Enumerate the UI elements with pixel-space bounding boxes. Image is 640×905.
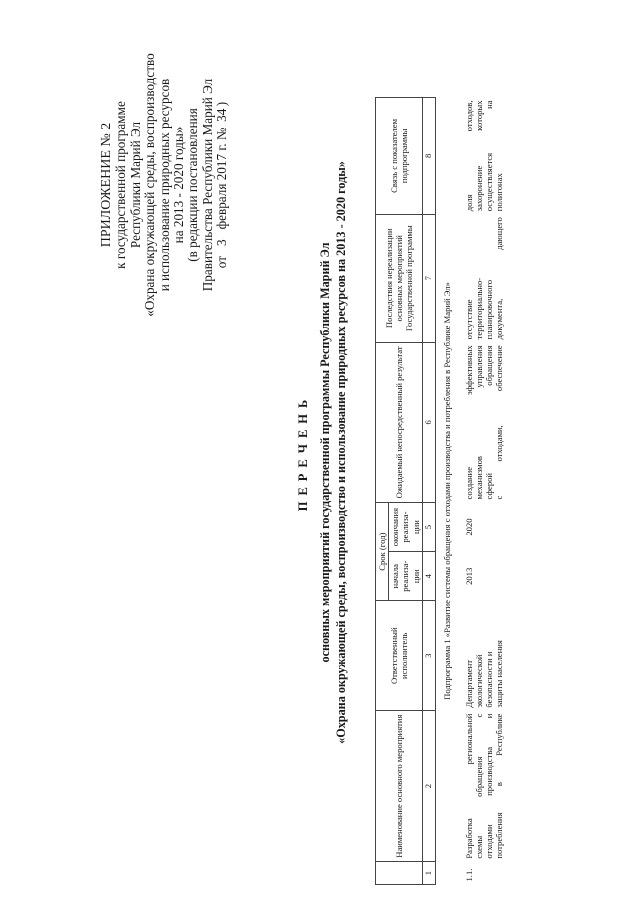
- column-number: 5: [422, 502, 435, 551]
- column-number: 2: [422, 711, 435, 862]
- subprogram-row: [435, 98, 459, 885]
- appendix-program-name: на 2013 - 2020 годы»: [171, 126, 187, 244]
- header-consequences: Последствия нереализации основных мероприятий Государственной программы: [376, 214, 423, 342]
- row-expected-result: создание эффективных механизмов управления сферой обращения с отходами, обеспечение: [463, 345, 505, 500]
- row-number: 1.1.: [463, 868, 474, 882]
- row-executor: Департамент экологической безопасности и защиты населения: [463, 640, 505, 708]
- appendix-header: [100, 35, 230, 335]
- row-end-year: 2020: [463, 518, 474, 536]
- column-number: 8: [422, 98, 435, 215]
- appendix-edition-note: (в редакции постановления: [185, 108, 201, 262]
- row-start-year: 2013: [463, 567, 474, 585]
- header-indicator-link: Связь с показателем подпрограммы: [376, 98, 423, 215]
- appendix-program-name: «Охрана окружающей среды, воспроизводство: [142, 53, 158, 317]
- header-expected-result: Ожидаемый непосредственный результат: [376, 342, 423, 502]
- header-col-num: [376, 862, 423, 885]
- subprogram-title: Подпрограмма 1 «Развитие системы обращения с отходами производства и потребления в Республике Марий Эл»: [441, 282, 452, 700]
- column-number: 4: [422, 552, 435, 601]
- column-numbers-row: [422, 98, 435, 885]
- document-subtitle: основных мероприятий государственной программы Республики Марий Эл «Охрана окружающей среды, воспроизводство и использование природных ресурсов на 2013 - 2020 годы»: [318, 161, 348, 744]
- appendix-edition-note: Правительства Республики Марий Эл: [199, 78, 215, 292]
- measures-table: [375, 97, 506, 885]
- appendix-line: к государственной программе: [113, 101, 129, 269]
- table-row: [459, 98, 506, 885]
- header-start-year: начала реализа-ции: [389, 552, 423, 601]
- column-number: 7: [422, 214, 435, 342]
- table-header-row: [376, 98, 389, 885]
- appendix-date-line: от 3 февраля 2017 г. № 34): [214, 101, 230, 269]
- decree-number: 34: [214, 108, 230, 122]
- appendix-program-name: и использование природных ресурсов: [156, 78, 172, 292]
- row-consequences: отсутствие территориально- планировочного документа, дающего: [463, 217, 505, 340]
- header-measure-name: Наименование основного мероприятия: [376, 711, 423, 862]
- appendix-title: ПРИЛОЖЕНИЕ № 2: [99, 122, 114, 248]
- date-day: 3: [214, 239, 230, 247]
- header-end-year: окончания реализа-ции: [389, 502, 423, 551]
- column-number: 6: [422, 342, 435, 502]
- column-number: 3: [422, 601, 435, 711]
- column-number: 1: [422, 862, 435, 885]
- appendix-line: Республики Марий Эл: [127, 121, 143, 249]
- header-executor: Ответственный исполнитель: [376, 601, 423, 711]
- document-title: ПЕРЕЧЕНЬ: [296, 393, 310, 512]
- row-measure-name: Разработка региональной схемы обращения с отходами производства и потребления в Республике: [463, 713, 505, 859]
- row-indicator-link: доля отходов, захоронение которых осуществляется на полигонах: [463, 100, 505, 212]
- header-term: Срок (год): [376, 502, 389, 600]
